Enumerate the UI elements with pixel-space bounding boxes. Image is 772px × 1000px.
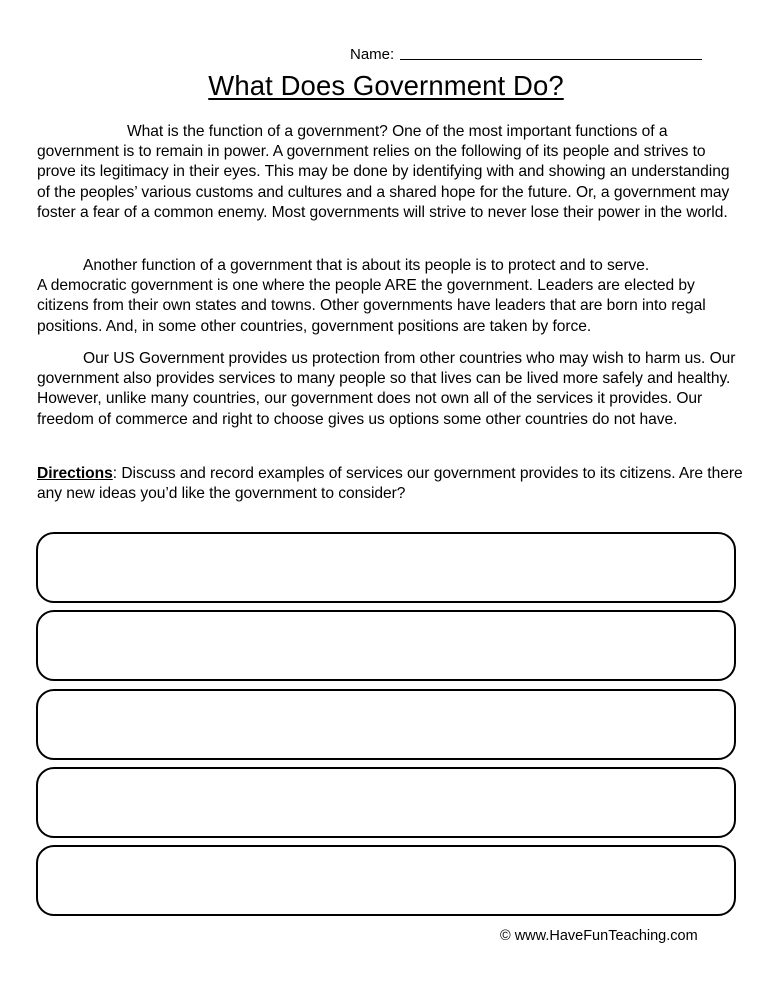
paragraph-2-body: A democratic government is one where the people ARE the government. Leaders are elected by citizens from their own states and towns. Other governments have leaders that are born into regal positions. And, in some other countries, government positions are taken by force. xyxy=(37,277,706,335)
directions xyxy=(37,464,743,504)
paragraph-2-first-line: Another function of a government that is about its people is to protect and to serve. xyxy=(83,257,650,274)
answer-box-4[interactable] xyxy=(36,767,736,838)
paragraph-3-text: Our US Government provides us protection from other countries who may wish to harm us. Our government also provides services to many people so that lives can be lived more safely and healthy. However, unlike many countries, our government does not own all of the services it provides. Our freedom of commerce and right to choose gives us options some other countries do not have. xyxy=(37,350,736,428)
name-label: Name: xyxy=(350,46,395,63)
copyright-footer: © www.HaveFunTeaching.com xyxy=(500,928,698,944)
answer-box-3[interactable] xyxy=(36,689,736,760)
paragraph-1 xyxy=(37,122,743,223)
answer-box-5[interactable] xyxy=(36,845,736,916)
page-title: What Does Government Do? xyxy=(208,70,564,101)
answer-box-2[interactable] xyxy=(36,610,736,681)
paragraph-3 xyxy=(37,349,743,430)
name-write-line[interactable] xyxy=(400,58,702,60)
directions-label: Directions xyxy=(37,465,113,482)
name-field-row xyxy=(350,46,702,63)
paragraph-2 xyxy=(37,256,743,337)
answer-box-1[interactable] xyxy=(36,532,736,603)
paragraph-1-text: What is the function of a government? One of the most important functions of a government is to remain in power. A government relies on the following of its people and strives to prove its legitimacy in their eyes. This may be done by identifying with and showing an understanding of the peoples’ various customs and cultures and a shared hope for the future. Or, a government may foster a fear of a common enemy. Most governments will strive to never lose their power in the world. xyxy=(37,123,730,221)
directions-text: : Discuss and record examples of services our government provides to its citizens. Are there any new ideas you’d like the government to consider? xyxy=(37,465,743,503)
